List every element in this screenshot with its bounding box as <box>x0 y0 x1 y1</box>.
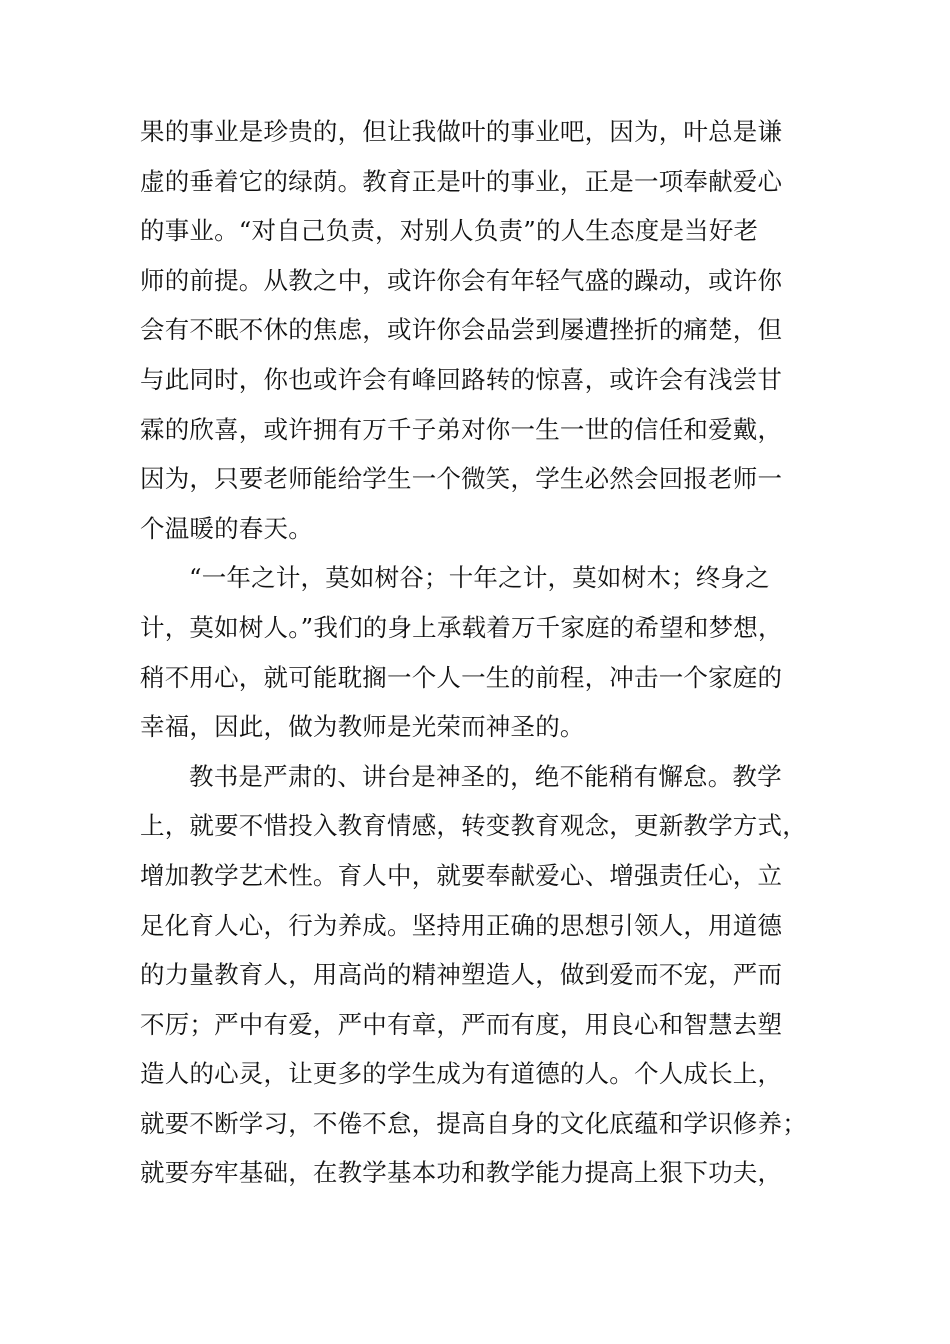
text-line: 教书是严肃的、讲台是神圣的，绝不能稍有懈怠。教学 <box>189 761 782 791</box>
text-line: 上，就要不惜投入教育情感，转变教育观念，更新教学方式， <box>140 811 807 841</box>
text-line: 虚的垂着它的绿荫。教育正是叶的事业，正是一项奉献爱心 <box>140 166 783 196</box>
text-line: 与此同时，你也或许会有峰回路转的惊喜，或许会有浅尝甘 <box>140 364 783 394</box>
text-line: 不厉；严中有爱，严中有章，严而有度，用良心和智慧去塑 <box>140 1009 783 1039</box>
text-line: 就要不断学习，不倦不怠，提高自身的文化底蕴和学识修养； <box>140 1108 807 1138</box>
text-line: 霖的欣喜，或许拥有万千子弟对你一生一世的信任和爱戴， <box>140 414 783 444</box>
text-line: 的力量教育人，用高尚的精神塑造人，做到爱而不宠，严而 <box>140 960 783 990</box>
text-line: 就要夯牢基础，在教学基本功和教学能力提高上狠下功夫， <box>140 1158 783 1188</box>
text-line: 计，莫如树人。”我们的身上承载着万千家庭的希望和梦想， <box>140 612 783 642</box>
text-line: 稍不用心，就可能耽搁一个人一生的前程，冲击一个家庭的 <box>140 662 783 692</box>
text-line: 个温暖的春天。 <box>140 513 313 543</box>
text-line: 果的事业是珍贵的，但让我做叶的事业吧，因为，叶总是谦 <box>140 117 783 146</box>
text-line: 增加教学艺术性。育人中，就要奉献爱心、增强责任心，立 <box>140 860 783 890</box>
text-line: 会有不眠不休的焦虑，或许你会品尝到屡遭挫折的痛楚，但 <box>140 315 783 345</box>
text-line: 的事业。“对自己负责，对别人负责”的人生态度是当好老 <box>140 216 759 246</box>
text-line: “一年之计，莫如树谷；十年之计，莫如树木；终身之 <box>189 563 770 593</box>
text-line: 造人的心灵，让更多的学生成为有道德的人。个人成长上， <box>140 1059 783 1089</box>
text-line: 师的前提。从教之中，或许你会有年轻气盛的躁动，或许你 <box>140 265 783 295</box>
text-line: 因为，只要老师能给学生一个微笑，学生必然会回报老师一 <box>140 464 783 494</box>
text-line: 幸福，因此，做为教师是光荣而神圣的。 <box>140 712 585 742</box>
body-text <box>140 107 812 1198</box>
text-line: 足化育人心，行为养成。坚持用正确的思想引领人，用道德 <box>140 910 783 940</box>
